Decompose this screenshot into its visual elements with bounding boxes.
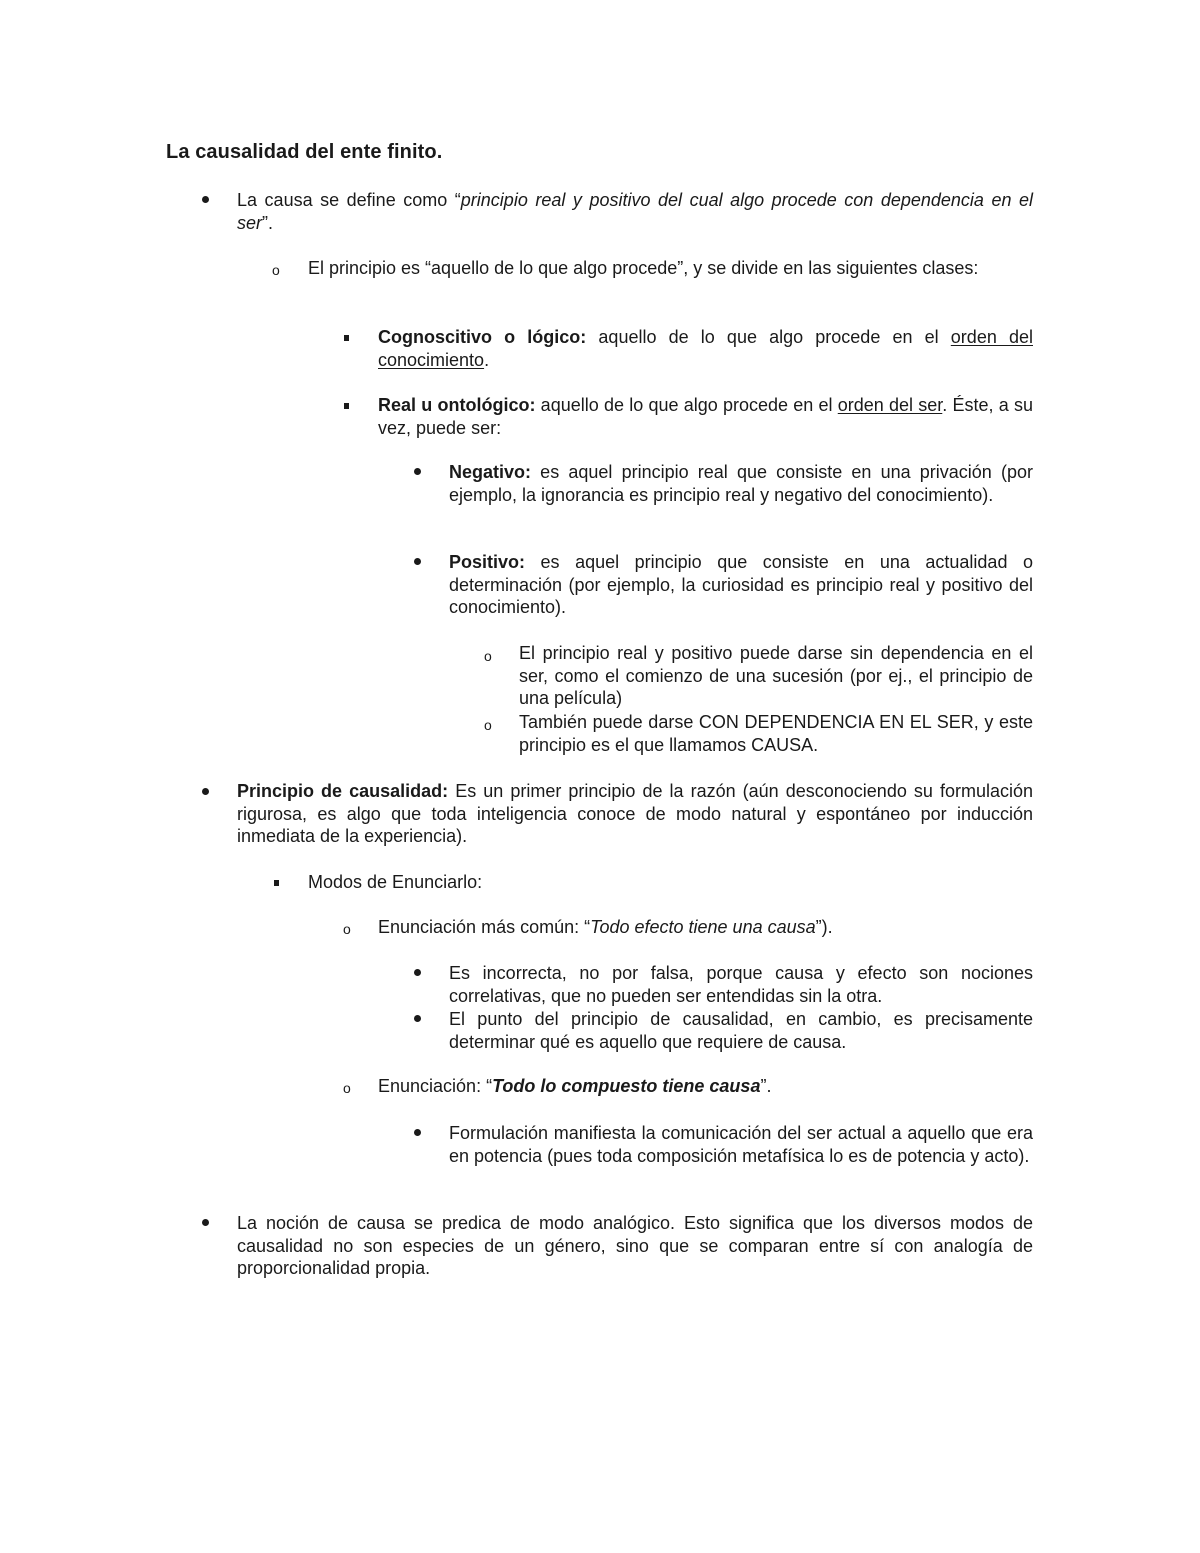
text: La causa se define como “: [237, 190, 461, 210]
text: ”.: [262, 212, 274, 233]
bullet-ring-icon: o: [484, 648, 492, 664]
bullet-dot-icon: [202, 1219, 209, 1226]
bullet-ring-icon: o: [343, 921, 351, 937]
bullet-ring-icon: o: [272, 262, 280, 278]
text: ”.: [760, 1076, 772, 1096]
list-item-punto: [449, 1008, 1033, 1053]
text: . Éste, a su vez, puede ser:: [378, 395, 1034, 438]
underlined-term: orden del conocimiento: [378, 327, 1033, 370]
bullet-dot-icon: [202, 196, 209, 203]
text: Formulación manifiesta la comunicación del ser actual a aquello que era en potencia (pues toda composición metafísica lo es de potencia y acto).: [449, 1123, 1033, 1166]
text: La noción de causa se predica de modo analógico. Esto significa que los diversos modos de causalidad no son especies de un género, sino que se comparan entre sí con analogía de proporcionalidad propia.: [237, 1213, 1033, 1279]
text: es aquel principio que consiste en una actualidad o determinación (por ejemplo, la curiosidad es principio real y positivo del conocimiento).: [449, 552, 1033, 618]
text: También puede darse CON DEPENDENCIA EN EL SER, y este principio es el que llamamos CAUSA.: [519, 712, 1033, 755]
term-label: Real u ontológico:: [378, 395, 536, 415]
list-item-enunciacion-compuesto: [378, 1075, 1033, 1098]
list-item-causa-definicion: [237, 189, 1033, 234]
text: Enunciación más común: “: [378, 917, 591, 937]
list-item-principio-causalidad: [237, 780, 1033, 848]
list-item-negativo: [449, 461, 1033, 506]
text: Modos de Enunciarlo:: [308, 872, 483, 892]
text: es aquel principio real que consiste en una privación (por ejemplo, la ignorancia es principio real y negativo del conocimiento).: [449, 462, 1033, 505]
text: .: [484, 349, 490, 370]
text: El principio es “aquello de lo que algo procede”, y se divide en las siguientes clases:: [308, 258, 979, 278]
bullet-dot-icon: [202, 788, 209, 795]
list-item-incorrecta: [449, 962, 1033, 1007]
text: Es incorrecta, no por falsa, porque causa y efecto son nociones correlativas, que no pueden ser entendidas sin la otra.: [449, 963, 1033, 1006]
list-item-enunciacion-comun: [378, 916, 1033, 939]
list-item-positivo: [449, 551, 1033, 619]
list-item-con-dependencia: [519, 711, 1033, 756]
bullet-dot-icon: [414, 1015, 421, 1022]
bullet-square-icon: [344, 403, 349, 409]
list-item-analogia: [237, 1212, 1033, 1280]
definition-italic: principio real y positivo del cual algo procede con dependencia en el ser: [237, 190, 1034, 233]
list-item-real: [378, 394, 1033, 439]
statement-italic: Todo efecto tiene una causa: [590, 917, 816, 937]
bullet-dot-icon: [414, 558, 421, 565]
text: El principio real y positivo puede darse sin dependencia en el ser, como el comienzo de una sucesión (por ej., el principio de una película): [519, 643, 1033, 709]
text: Es un primer principio de la razón (aún desconociendo su formulación rigurosa, es algo que toda inteligencia conoce de modo natural y espontáneo por inducción inmediata de la experiencia).: [237, 781, 1033, 847]
bullet-dot-icon: [414, 468, 421, 475]
bullet-ring-icon: o: [484, 717, 492, 733]
term-label: Principio de causalidad:: [237, 781, 449, 801]
list-item-sin-dependencia: [519, 642, 1033, 710]
term-label: Cognoscitivo o lógico:: [378, 327, 587, 347]
term-label: Positivo:: [449, 552, 526, 572]
text: aquello de lo que algo procede en el: [586, 327, 951, 347]
list-item-formulacion: [449, 1122, 1033, 1167]
text: aquello de lo que algo procede en el: [535, 395, 838, 415]
bullet-dot-icon: [414, 969, 421, 976]
term-label: Negativo:: [449, 462, 532, 482]
text: Enunciación: “: [378, 1076, 493, 1096]
bullet-ring-icon: o: [343, 1080, 351, 1096]
bullet-dot-icon: [414, 1129, 421, 1136]
text: ”).: [815, 917, 833, 937]
page-title: La causalidad del ente finito.: [166, 141, 443, 163]
text: El punto del principio de causalidad, en cambio, es precisamente determinar qué es aquello que requiere de causa.: [449, 1009, 1033, 1052]
list-item-cognoscitivo: [378, 326, 1033, 371]
bullet-square-icon: [274, 880, 279, 886]
underlined-term: orden del ser: [837, 395, 943, 415]
list-item-principio: [308, 257, 1033, 280]
list-item-modos: [308, 871, 1033, 894]
statement-bold-italic: Todo lo compuesto tiene causa: [492, 1076, 761, 1096]
bullet-square-icon: [344, 335, 349, 341]
